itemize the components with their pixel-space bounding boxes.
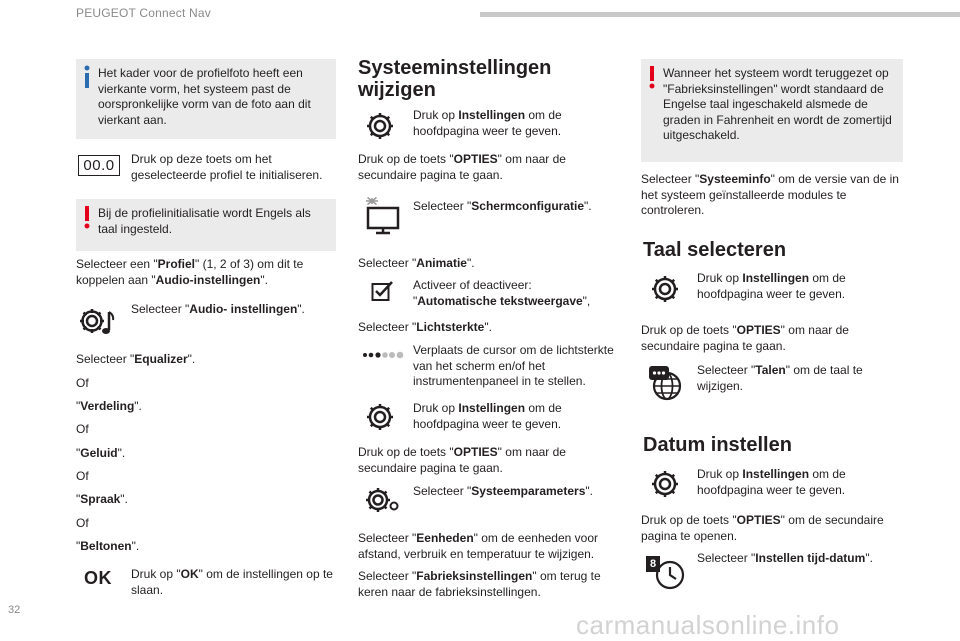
- equalizer-text: Selecteer "Equalizer".: [76, 352, 196, 366]
- warning-note: [76, 199, 336, 251]
- info-icon: [82, 65, 92, 89]
- reset-profile-text: Druk op deze toets om het geselecteerde profiel te initialiseren.: [131, 152, 323, 182]
- option-beltonen: "Beltonen".: [76, 539, 140, 553]
- section-heading-language: Taal selecteren: [643, 239, 787, 261]
- select-brightness-text: Selecteer "Lichtsterkte".: [358, 320, 492, 334]
- ok-text: Druk op "OK" om de instellingen op te slaan.: [131, 567, 333, 597]
- move-cursor-text: Verplaats de cursor om de lichtsterkte van het scherm en/of het instrumentenpaneel in te stellen.: [413, 343, 614, 388]
- option-geluid: "Geluid".: [76, 446, 126, 460]
- or-text: Of: [76, 516, 89, 530]
- select-profile-text: Selecteer een "Profiel" (1, 2 of 3) om dit te koppelen aan "Audio-instellingen".: [76, 257, 304, 287]
- select-factory-reset-text: Selecteer "Fabrieksinstellingen" om terug te keren naar de fabrieksinstellingen.: [358, 569, 601, 599]
- auto-text-toggle-text: Activeer of deactiveer: "Automatische tekstweergave",: [413, 278, 591, 308]
- press-options-date-text: Druk op de toets "OPTIES" om de secundaire pagina te openen.: [641, 513, 884, 543]
- press-settings-text: Druk op Instellingen om de hoofdpagina weer te geven.: [413, 108, 562, 138]
- document-header-title: PEUGEOT Connect Nav: [76, 6, 211, 20]
- or-text: Of: [76, 376, 89, 390]
- badge: 8: [646, 556, 660, 572]
- watermark: carmanualsonline.info: [576, 610, 840, 640]
- press-settings-text: Druk op Instellingen om de hoofdpagina weer te geven.: [697, 467, 846, 497]
- settings-gear-icon: [649, 273, 681, 305]
- brightness-slider-icon: [362, 350, 406, 360]
- system-parameters-icon: [364, 484, 400, 516]
- select-languages-text: Selecteer "Talen" om de taal te wijzigen.: [697, 363, 863, 393]
- audio-settings-icon: [78, 306, 118, 338]
- select-time-date-text: Selecteer "Instellen tijd-datum".: [697, 551, 873, 565]
- select-system-params-text: Selecteer "Systeemparameters".: [413, 484, 593, 498]
- page-number: 32: [8, 604, 21, 616]
- press-settings-text: Druk op Instellingen om de hoofdpagina weer te geven.: [413, 401, 562, 431]
- checkbox-icon: [371, 280, 395, 302]
- press-options-text: Druk op de toets "OPTIES" om naar de secundaire pagina te gaan.: [358, 445, 566, 475]
- select-system-info-text: Selecteer "Systeeminfo" om de versie van de in het systeem geïnstalleerde modules te controleren.: [641, 172, 899, 217]
- header-rule: [480, 12, 960, 17]
- warning-icon: [647, 65, 657, 89]
- warning-note: [641, 59, 903, 162]
- option-spraak: "Spraak".: [76, 492, 128, 506]
- settings-gear-icon: [364, 110, 396, 142]
- note-text: Het kader voor de profielfoto heeft een vierkante vorm, het systeem past de oorspronkelijke vorm van de foto aan dit vierkant aan.: [98, 66, 311, 127]
- press-options-text: Druk op de toets "OPTIES" om naar de secundaire pagina te gaan.: [358, 152, 566, 182]
- press-settings-text: Druk op Instellingen om de hoofdpagina weer te geven.: [697, 271, 846, 301]
- info-note: [76, 59, 336, 139]
- note-text: Wanneer het systeem wordt teruggezet op "Fabrieksinstellingen" wordt standaard de Engelse taal ingeschakeld alsmede de graden in Fahrenheit en wordt de zomertijd uitgeschakeld.: [663, 66, 892, 142]
- select-screen-config-text: Selecteer "Schermconfiguratie".: [413, 199, 592, 213]
- section-heading-system-settings: Systeeminstellingen wijzigen: [358, 57, 552, 101]
- screen-brightness-icon: [362, 196, 402, 236]
- section-heading-date: Datum instellen: [643, 434, 792, 456]
- select-animation-text: Selecteer "Animatie".: [358, 256, 475, 270]
- or-text: Of: [76, 469, 89, 483]
- press-options-text: Druk op de toets "OPTIES" om naar de secundaire pagina te gaan.: [641, 323, 849, 353]
- settings-gear-icon: [364, 401, 396, 433]
- or-text: Of: [76, 422, 89, 436]
- note-text: Bij de profielinitialisatie wordt Engels als taal ingesteld.: [98, 206, 311, 236]
- warning-icon: [82, 205, 92, 229]
- ok-key: OK: [84, 568, 112, 588]
- audio-settings-text: Selecteer "Audio- instellingen".: [131, 302, 305, 316]
- option-verdeling: "Verdeling".: [76, 399, 142, 413]
- settings-gear-icon: [649, 468, 681, 500]
- language-globe-icon: [647, 364, 685, 402]
- select-units-text: Selecteer "Eenheden" om de eenheden voor afstand, verbruik en temperatuur te wijzigen.: [358, 531, 599, 561]
- reset-profile-key: 00.0: [78, 155, 120, 176]
